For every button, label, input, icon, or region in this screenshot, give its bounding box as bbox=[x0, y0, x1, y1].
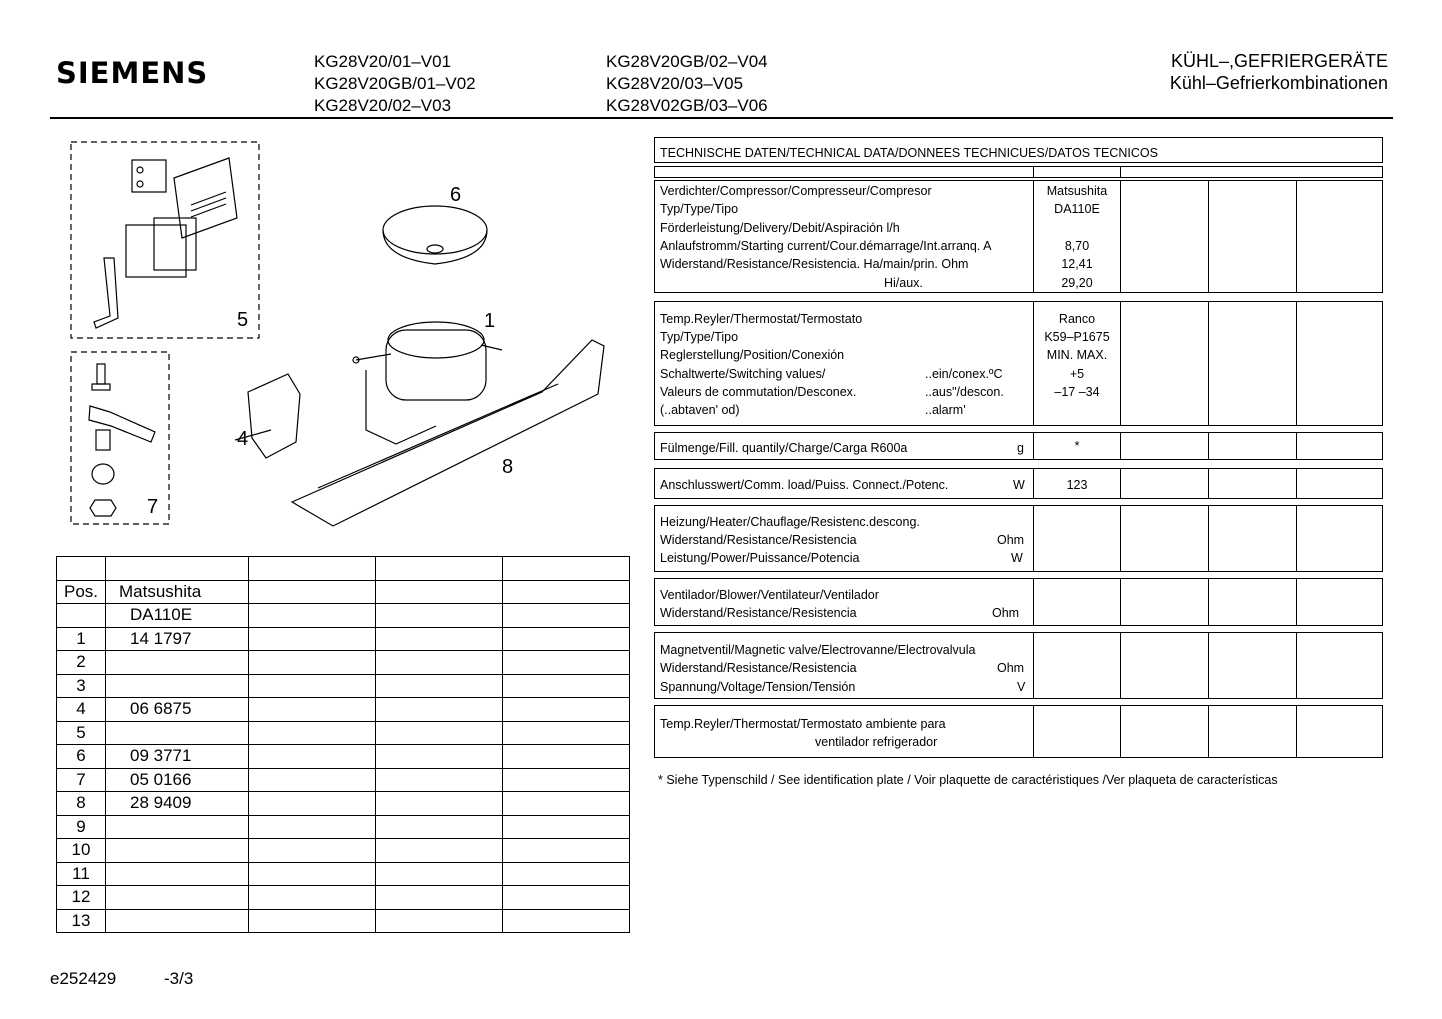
table-row bbox=[57, 721, 630, 745]
callout-6: 6 bbox=[450, 184, 462, 206]
tech-spacer-row bbox=[654, 166, 1383, 178]
part-number-cell bbox=[106, 815, 249, 839]
part-number-cell bbox=[106, 674, 249, 698]
grommet-part bbox=[92, 464, 114, 484]
callout-5: 5 bbox=[237, 309, 249, 331]
table-row bbox=[57, 792, 630, 816]
tray-part bbox=[383, 206, 487, 254]
power-block bbox=[654, 468, 1383, 499]
bracket-part bbox=[89, 406, 155, 442]
exploded-parts-diagram bbox=[56, 130, 636, 540]
header-divider bbox=[50, 117, 1393, 119]
part-number-cell bbox=[106, 886, 249, 910]
spec-label: Verdichter/Compressor/Compresseur/Compresor bbox=[660, 184, 932, 198]
spec-unit: V bbox=[1017, 680, 1026, 694]
part-number-cell bbox=[106, 721, 249, 745]
parts-table bbox=[56, 556, 630, 933]
spec-label: Widerstand/Resistance/Resistencia bbox=[660, 661, 857, 675]
tech-title: TECHNISCHE DATEN/TECHNICAL DATA/DONNEES TECHNICUES/DATOS TECNICOS bbox=[660, 146, 1158, 160]
spec-value: Matsushita bbox=[1046, 184, 1108, 198]
spec-label: Typ/Type/Tipo bbox=[660, 330, 739, 344]
part-number-cell bbox=[106, 909, 249, 933]
part-number-cell bbox=[106, 651, 249, 675]
spec-unit: Ohm bbox=[997, 661, 1025, 675]
pos-cell: 8 bbox=[57, 792, 106, 816]
terminal-part bbox=[132, 160, 166, 192]
category-heading bbox=[1170, 50, 1388, 94]
spec-unit: W bbox=[1011, 551, 1023, 565]
spec-value: * bbox=[1074, 439, 1080, 453]
heater-block bbox=[654, 505, 1383, 572]
spec-label: Temp.Reyler/Thermostat/Termostato bbox=[660, 312, 863, 326]
part-number-cell bbox=[106, 862, 249, 886]
blower-block bbox=[654, 578, 1383, 626]
pos-cell: 7 bbox=[57, 768, 106, 792]
relay-part bbox=[126, 225, 186, 277]
spec-label: (..abtaven' od) bbox=[660, 403, 740, 417]
spec-value: 123 bbox=[1066, 478, 1088, 492]
callout-1: 1 bbox=[484, 310, 496, 332]
table-row bbox=[57, 674, 630, 698]
bolt-part bbox=[97, 364, 105, 384]
sleeve-part bbox=[96, 430, 110, 450]
pos-cell: 1 bbox=[57, 627, 106, 651]
spec-label: Valeurs de commutation/Desconex. bbox=[660, 385, 857, 399]
callout-7: 7 bbox=[147, 496, 159, 518]
spec-label: Temp.Reyler/Thermostat/Termostato ambiente para bbox=[660, 717, 946, 731]
compressor-part bbox=[386, 330, 486, 400]
pos-cell: 4 bbox=[57, 698, 106, 722]
spec-value: Ranco bbox=[1058, 312, 1096, 326]
spec-sublabel: ..aus"/descon. bbox=[925, 385, 1004, 399]
pos-header: Pos. bbox=[57, 580, 106, 604]
spec-label: Leistung/Power/Puissance/Potencia bbox=[660, 551, 860, 565]
spec-value: 29,20 bbox=[1061, 276, 1093, 290]
spec-label: Schaltwerte/Switching values/ bbox=[660, 367, 826, 381]
compressor-block bbox=[654, 180, 1383, 293]
part-number-cell: 14 1797 bbox=[106, 627, 249, 651]
spec-label: Anschlusswert/Comm. load/Puiss. Connect./Potenc. bbox=[660, 478, 949, 492]
table-row bbox=[57, 651, 630, 675]
table-row bbox=[57, 557, 630, 581]
model-list-2 bbox=[606, 51, 768, 117]
model-list-1 bbox=[314, 51, 476, 117]
pos-cell: 10 bbox=[57, 839, 106, 863]
model-item: KG28V02GB/03–V06 bbox=[606, 96, 768, 115]
spec-value: MIN. MAX. bbox=[1046, 348, 1108, 362]
spec-value: 12,41 bbox=[1061, 257, 1093, 271]
table-row bbox=[57, 698, 630, 722]
pos-cell: 12 bbox=[57, 886, 106, 910]
part-number-cell bbox=[106, 839, 249, 863]
part-number-cell: 09 3771 bbox=[106, 745, 249, 769]
spec-label: Spannung/Voltage/Tension/Tensión bbox=[660, 680, 856, 694]
spec-label: Fülmenge/Fill. quantily/Charge/Carga R600a bbox=[660, 441, 908, 455]
nut-part bbox=[90, 500, 116, 516]
spec-sublabel: ..ein/conex.ºC bbox=[925, 367, 1003, 381]
pos-cell: 6 bbox=[57, 745, 106, 769]
page-number: -3/3 bbox=[164, 969, 194, 988]
table-row bbox=[57, 604, 630, 628]
pos-cell: 13 bbox=[57, 909, 106, 933]
compressor-brand: Matsushita bbox=[106, 580, 249, 604]
spec-sublabel: ..alarm' bbox=[925, 403, 966, 417]
spec-label: Widerstand/Resistance/Resistencia. Ha/main/prin. Ohm bbox=[660, 257, 969, 271]
ambient-thermostat-block bbox=[654, 705, 1383, 758]
model-item: KG28V20GB/01–V02 bbox=[314, 74, 476, 93]
spec-value: K59–P1675 bbox=[1044, 330, 1110, 344]
table-row bbox=[57, 815, 630, 839]
thermostat-block bbox=[654, 301, 1383, 426]
pos-cell: 11 bbox=[57, 862, 106, 886]
model-item: KG28V20/03–V05 bbox=[606, 74, 744, 93]
spec-label: Magnetventil/Magnetic valve/Electrovanne/Electrovalvula bbox=[660, 643, 976, 657]
table-row bbox=[57, 886, 630, 910]
compressor-type: DA110E bbox=[106, 604, 249, 628]
pos-cell: 9 bbox=[57, 815, 106, 839]
pos-cell: 3 bbox=[57, 674, 106, 698]
pos-cell: 5 bbox=[57, 721, 106, 745]
brand-logo: SIEMENS bbox=[56, 56, 209, 90]
table-row bbox=[57, 862, 630, 886]
tech-title-box bbox=[654, 137, 1383, 163]
spec-label: Hi/aux. bbox=[884, 276, 923, 290]
table-row bbox=[57, 745, 630, 769]
cover-part bbox=[174, 158, 237, 238]
spec-label: Reglerstellung/Position/Conexión bbox=[660, 348, 845, 362]
spec-label: ventilador refrigerador bbox=[815, 735, 938, 749]
spec-value: DA110E bbox=[1054, 202, 1100, 216]
spec-value: +5 bbox=[1069, 367, 1085, 381]
identification-note: * Siehe Typenschild / See identification plate / Voir plaquette de caractéristiques /Ver plaqueta de características bbox=[658, 773, 1278, 787]
spec-unit: W bbox=[1013, 478, 1025, 492]
part-number-cell: 06 6875 bbox=[106, 698, 249, 722]
clip-part bbox=[94, 258, 118, 328]
callout-4: 4 bbox=[237, 428, 249, 450]
spec-label: Ventilador/Blower/Ventilateur/Ventilador bbox=[660, 588, 879, 602]
spec-label: Widerstand/Resistance/Resistencia bbox=[660, 533, 857, 547]
table-row bbox=[57, 768, 630, 792]
table-row bbox=[57, 627, 630, 651]
fill-quantity-block bbox=[654, 432, 1383, 460]
table-row bbox=[57, 839, 630, 863]
pos-cell: 2 bbox=[57, 651, 106, 675]
callout-8: 8 bbox=[502, 456, 514, 478]
category-title: KÜHL–,GEFRIERGERÄTE bbox=[1170, 51, 1388, 71]
spec-value: 8,70 bbox=[1064, 239, 1090, 253]
model-item: KG28V20GB/02–V04 bbox=[606, 52, 768, 71]
table-row bbox=[57, 909, 630, 933]
magnet-valve-block bbox=[654, 632, 1383, 699]
table-row bbox=[57, 580, 630, 604]
model-item: KG28V20/02–V03 bbox=[314, 96, 452, 115]
base-frame-part bbox=[292, 340, 604, 526]
spec-value: –17 –34 bbox=[1054, 385, 1100, 399]
spec-label: Förderleistung/Delivery/Debit/Aspiración l/h bbox=[660, 221, 900, 235]
spec-unit: Ohm bbox=[997, 533, 1025, 547]
starter-relay-part bbox=[248, 374, 300, 458]
spec-label: Heizung/Heater/Chauflage/Resistenc.descong. bbox=[660, 515, 920, 529]
spec-label: Anlaufstromm/Starting current/Cour.démarrage/Int.arranq. A bbox=[660, 239, 992, 253]
spec-label: Typ/Type/Tipo bbox=[660, 202, 739, 216]
spec-unit: g bbox=[1017, 441, 1024, 455]
spec-unit: Ohm bbox=[992, 606, 1020, 620]
part-number-cell: 28 9409 bbox=[106, 792, 249, 816]
model-item: KG28V20/01–V01 bbox=[314, 52, 452, 71]
document-id: e252429 bbox=[50, 969, 117, 988]
spec-label: Widerstand/Resistance/Resistencia bbox=[660, 606, 857, 620]
category-subtitle: Kühl–Gefrierkombinationen bbox=[1169, 73, 1388, 93]
part-number-cell: 05 0166 bbox=[106, 768, 249, 792]
